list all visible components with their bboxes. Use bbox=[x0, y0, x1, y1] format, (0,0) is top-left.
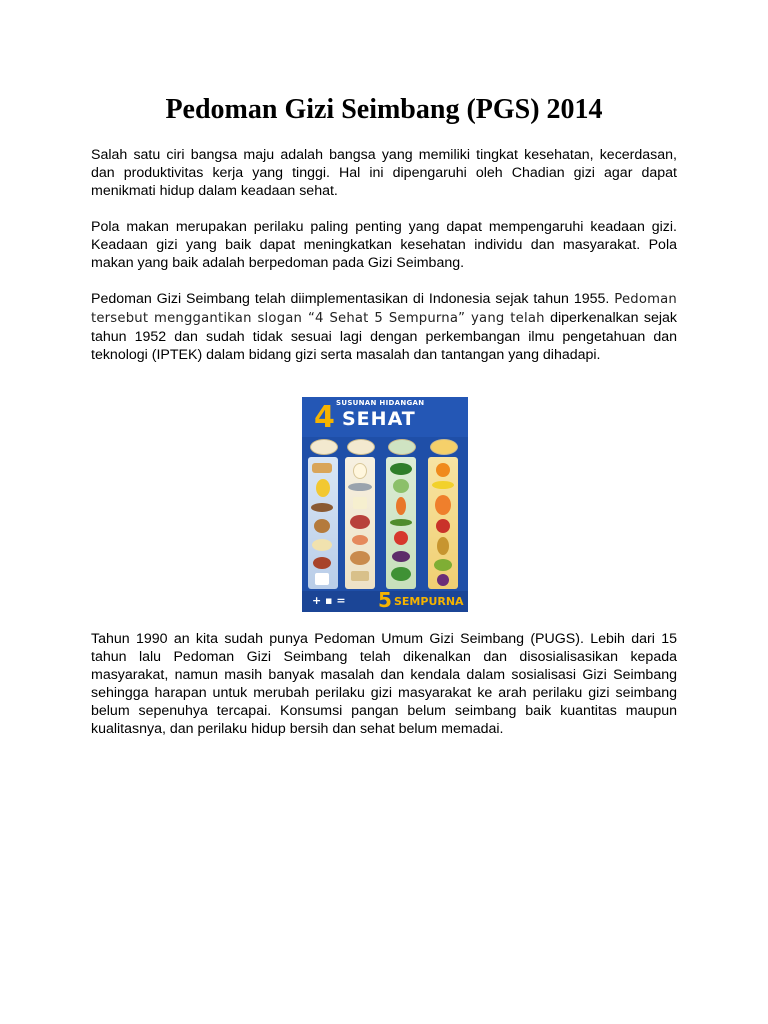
staple-food-column bbox=[308, 457, 338, 589]
fruit-column bbox=[428, 457, 458, 589]
plate-side-dish-icon bbox=[347, 439, 375, 455]
potato-icon bbox=[314, 519, 330, 533]
egg-icon bbox=[353, 463, 367, 479]
noodle-icon bbox=[312, 539, 332, 551]
poster-header bbox=[302, 397, 468, 437]
paragraph-3 bbox=[91, 290, 677, 364]
plate-fruit-icon bbox=[430, 439, 458, 455]
poster-footer bbox=[302, 588, 468, 612]
bean-icon bbox=[390, 519, 412, 526]
tempeh-icon bbox=[351, 571, 369, 581]
cassava-icon bbox=[311, 503, 333, 512]
poster-subtitle: SUSUNAN HIDANGAN bbox=[336, 399, 425, 407]
paragraph-3-slogan-sentence: Pedoman tersebut menggantikan slogan “4 Sehat 5 Sempurna” yang telah bbox=[91, 292, 677, 326]
poster-title-sehat: SEHAT bbox=[342, 408, 416, 430]
meat-icon bbox=[350, 515, 370, 529]
carrot-icon bbox=[396, 497, 406, 515]
footer-equation: + ▪ = bbox=[312, 594, 346, 607]
cabbage-icon bbox=[393, 479, 409, 493]
paragraph-3-sentence-2: diperkenalkan sejak tahun 1952 dan sudah tidak sesuai lagi dengan perkembangan ilmu pengetahuan dan teknologi (IPTEK) dalam bidang gizi serta masalah dan tantangan yang dihadapi. bbox=[91, 310, 677, 363]
bread-icon bbox=[312, 463, 332, 473]
plate-rice-icon bbox=[310, 439, 338, 455]
four-healthy-five-perfect-poster bbox=[302, 397, 468, 612]
paragraph-3-sentence-1: Pedoman Gizi Seimbang telah diimplementasikan di Indonesia sejak tahun 1955. bbox=[91, 291, 610, 307]
poster-word-sempurna: SEMPURNA bbox=[394, 595, 464, 608]
spinach-icon bbox=[390, 463, 412, 475]
fish-icon bbox=[348, 483, 372, 491]
tofu-icon bbox=[353, 497, 367, 509]
orange-icon bbox=[436, 463, 450, 477]
side-dish-column bbox=[345, 457, 375, 589]
leafy-greens-icon bbox=[391, 567, 411, 581]
pineapple-icon bbox=[437, 537, 449, 555]
poster-number-four: 4 bbox=[314, 400, 335, 435]
sweet-potato-icon bbox=[313, 557, 331, 569]
paragraph-2: Pola makan merupakan perilaku paling penting yang dapat mempengaruhi keadaan gizi. Keadaan gizi yang baik dapat meningkatkan kesehatan individu dan masyarakat. Pola makan yang baik adalah berpedoman pada Gizi Seimbang. bbox=[91, 219, 677, 271]
tomato-icon bbox=[394, 531, 408, 545]
vegetable-column bbox=[386, 457, 416, 589]
grape-icon bbox=[437, 574, 449, 586]
poster-number-five: 5 bbox=[378, 588, 392, 612]
shrimp-icon bbox=[352, 535, 368, 545]
page-title: Pedoman Gizi Seimbang (PGS) 2014 bbox=[165, 94, 603, 125]
chicken-icon bbox=[350, 551, 370, 565]
paragraph-1: Salah satu ciri bangsa maju adalah bangsa yang memiliki tingkat kesehatan, kecerdasan, dan produktivitas kerja yang tinggi. Hal ini dipengaruhi oleh Chadian gizi agar dapat menikmati hidup dalam keadaan sehat. bbox=[91, 147, 677, 199]
rice-bag-icon bbox=[315, 573, 329, 585]
papaya-icon bbox=[435, 495, 451, 515]
banana-icon bbox=[432, 481, 454, 489]
plate-vegetable-icon bbox=[388, 439, 416, 455]
eggplant-icon bbox=[392, 551, 410, 562]
mango-icon bbox=[434, 559, 452, 571]
paragraph-4: Tahun 1990 an kita sudah punya Pedoman Umum Gizi Seimbang (PUGS). Lebih dari 15 tahun lalu Pedoman Gizi Seimbang telah dikenalkan dan disosialisasikan kepada masyarakat, namun masih banyak masalah dan kendala dalam sosialisasi Gizi Seimbang sehingga harapan untuk merubah perilaku gizi masyarakat ke arah perilaku gizi seimbang belum sepenuhya tercapai. Konsumsi pangan belum seimbang baik kuantitas maupun kualitasnya, dan perilaku hidup bersih dan sehat belum memadai. bbox=[91, 631, 677, 737]
corn-icon bbox=[316, 479, 330, 497]
apple-icon bbox=[436, 519, 450, 533]
